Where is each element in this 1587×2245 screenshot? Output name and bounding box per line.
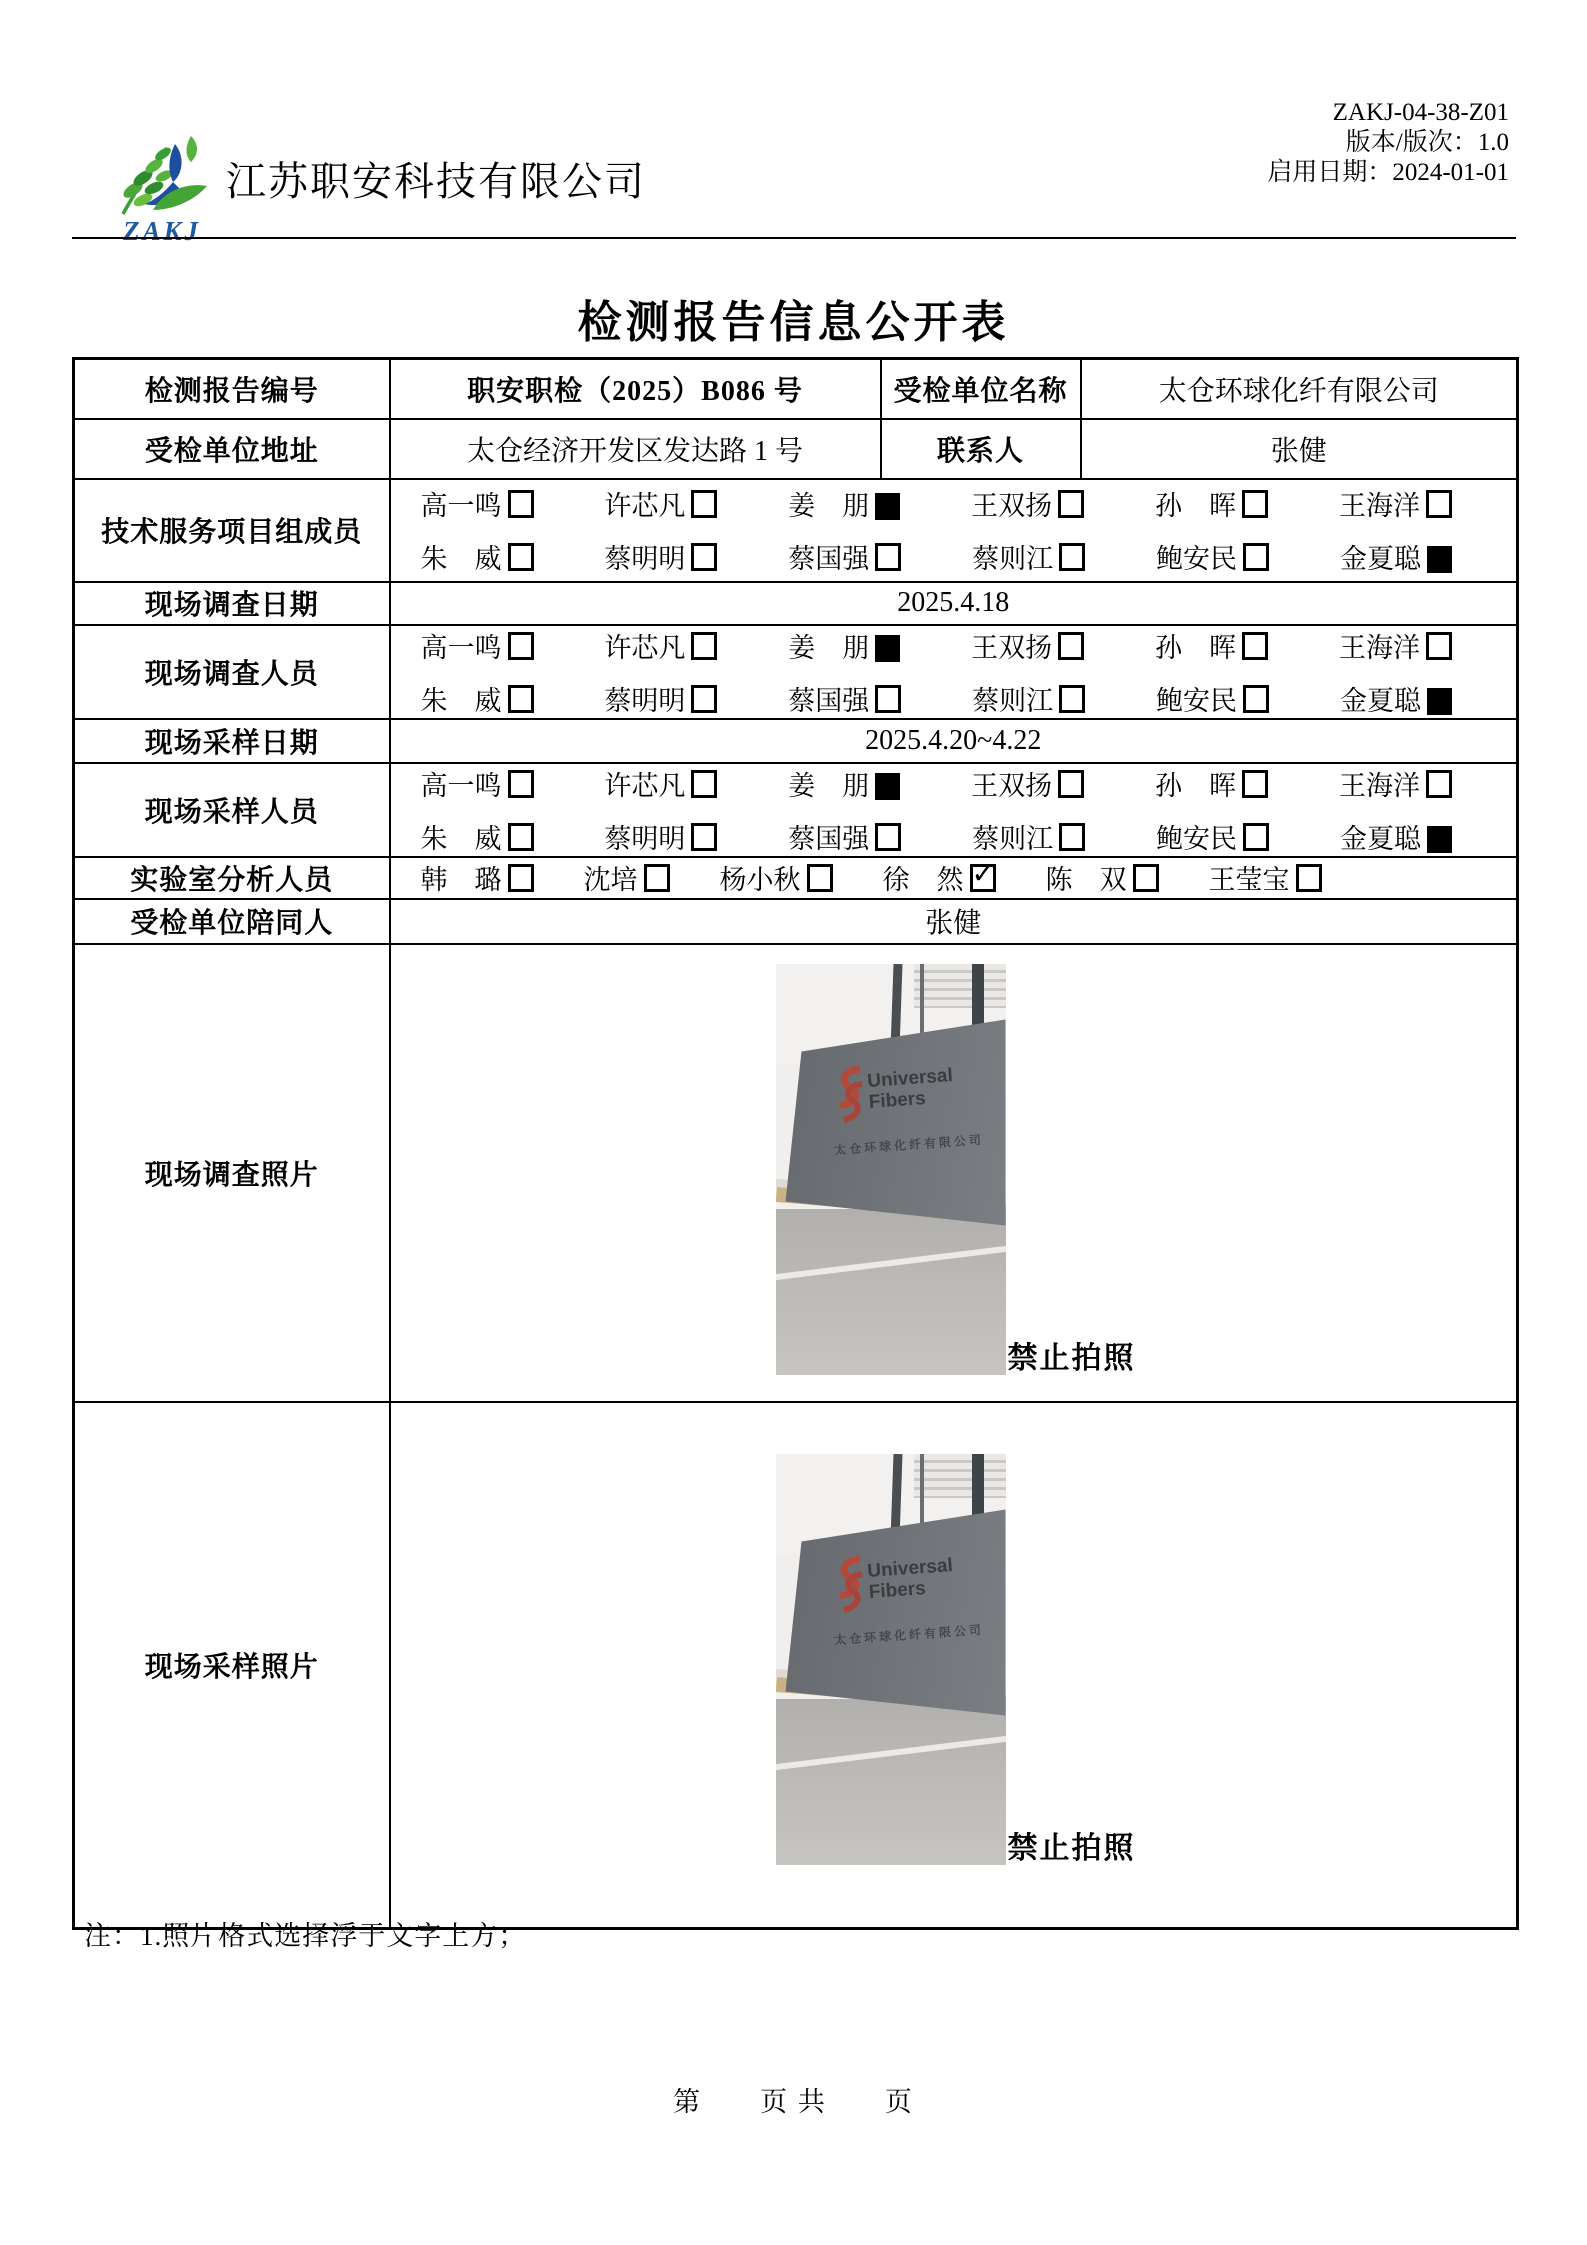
no-photo-caption: 禁止拍照	[1007, 1342, 1136, 1375]
staff-member: 蔡则江	[972, 679, 1085, 718]
staff-member: 孙 晖	[1155, 764, 1268, 803]
checkbox-icon	[508, 543, 534, 571]
survey-photo-label: 现场调查照片	[74, 944, 390, 1402]
checkbox-icon	[1296, 864, 1322, 892]
accompany-label: 受检单位陪同人	[74, 899, 390, 944]
staff-member: 金夏聪	[1340, 537, 1452, 576]
table-row	[74, 625, 1518, 719]
staff-member: 朱 威	[421, 537, 534, 576]
survey-date-value: 2025.4.18	[390, 582, 1518, 625]
table-row	[74, 359, 1518, 419]
checkbox-icon	[1426, 632, 1452, 660]
checkbox-icon	[875, 493, 900, 520]
staff-member: 王海洋	[1339, 484, 1452, 523]
staff-member: 鲍安民	[1156, 817, 1269, 856]
checkbox-icon	[1058, 770, 1084, 798]
report-no-value: 职安职检（2025）B086 号	[390, 359, 881, 419]
survey-date-label: 现场调查日期	[74, 582, 390, 625]
checkbox-icon	[1242, 490, 1268, 518]
tech-members-label: 技术服务项目组成员	[74, 479, 390, 582]
unit-address-label: 受检单位地址	[74, 419, 390, 479]
sampling-staff-roster	[390, 763, 1518, 857]
survey-staff-roster	[390, 625, 1518, 719]
doc-start-date: 启用日期：2024-01-01	[1267, 159, 1509, 186]
roster-line	[391, 626, 1517, 665]
accompany-value: 张健	[390, 899, 1518, 944]
universal-fibers-logo-icon	[832, 1066, 864, 1124]
site-photo	[776, 1454, 1006, 1865]
unit-address-value: 太仓经济开发区发达路 1 号	[390, 419, 881, 479]
checkbox-icon	[1059, 543, 1085, 571]
checkbox-icon	[644, 864, 670, 892]
lab-analyst: 韩 璐	[421, 858, 534, 897]
staff-member: 高一鸣	[421, 626, 534, 665]
checkbox-icon	[1242, 632, 1268, 660]
staff-member: 许芯凡	[604, 626, 717, 665]
checkbox-icon	[1058, 490, 1084, 518]
table-row	[74, 944, 1518, 1402]
checkbox-icon	[875, 823, 901, 851]
staff-member: 许芯凡	[604, 484, 717, 523]
survey-photo-cell	[390, 944, 1518, 1402]
staff-member: 蔡国强	[788, 679, 901, 718]
photo-brand-text: Universal Fibers	[866, 1064, 953, 1113]
report-info-table	[72, 357, 1519, 1930]
staff-member: 蔡明明	[604, 537, 717, 576]
checkbox-icon	[508, 864, 534, 892]
site-photo	[776, 964, 1006, 1375]
photo-road	[776, 1699, 1006, 1865]
roster-line	[391, 817, 1517, 856]
checkbox-icon	[1242, 770, 1268, 798]
checkbox-icon	[1058, 632, 1084, 660]
roster-line	[391, 858, 1517, 897]
roster-line	[391, 484, 1517, 523]
checkbox-icon	[1243, 543, 1269, 571]
roster-line	[391, 764, 1517, 803]
survey-staff-label: 现场调查人员	[74, 625, 390, 719]
checkbox-icon	[875, 773, 900, 800]
checkbox-icon	[1427, 826, 1452, 853]
photo-window-slats	[914, 964, 1006, 1008]
checkbox-icon	[1133, 864, 1159, 892]
photo-window-slats	[914, 1454, 1006, 1498]
checkbox-icon	[1059, 685, 1085, 713]
staff-member: 蔡明明	[604, 817, 717, 856]
leaf-swoosh-logo-icon	[109, 130, 215, 218]
document-control-block	[1267, 98, 1509, 188]
table-row	[74, 419, 1518, 479]
staff-member: 蔡则江	[972, 817, 1085, 856]
page-number-footer: 第 页 共 页	[673, 2087, 914, 2117]
checkbox-icon	[875, 685, 901, 713]
staff-member: 鲍安民	[1156, 537, 1269, 576]
staff-member: 姜 朋	[788, 484, 900, 523]
table-row	[74, 1402, 1518, 1929]
staff-member: 鲍安民	[1156, 679, 1269, 718]
staff-member: 王海洋	[1339, 626, 1452, 665]
checkbox-icon	[1059, 823, 1085, 851]
sampling-photo-label: 现场采样照片	[74, 1402, 390, 1929]
table-row	[74, 857, 1518, 899]
footnote: 注：1.照片格式选择浮于文字上方；	[84, 1921, 527, 1951]
checkbox-icon	[1243, 823, 1269, 851]
staff-member: 蔡国强	[788, 537, 901, 576]
checkbox-icon	[508, 823, 534, 851]
checkbox-icon	[875, 543, 901, 571]
table-row	[74, 763, 1518, 857]
table-row	[74, 582, 1518, 625]
doc-version: 版本/版次：1.0	[1345, 129, 1509, 156]
unit-name-value: 太仓环球化纤有限公司	[1081, 359, 1518, 419]
lab-analyst: 王莹宝	[1209, 858, 1322, 897]
lab-analyst: 杨小秋	[720, 858, 833, 897]
checkbox-icon	[1243, 685, 1269, 713]
photo-road	[776, 1209, 1006, 1375]
checkbox-icon	[691, 543, 717, 571]
sampling-date-label: 现场采样日期	[74, 719, 390, 763]
table-row	[74, 479, 1518, 582]
photo-sign-chinese-text: 太仓环球化纤有限公司	[833, 1622, 984, 1647]
sampling-date-value: 2025.4.20~4.22	[390, 719, 1518, 763]
checkbox-icon	[691, 490, 717, 518]
checkbox-icon	[875, 635, 900, 662]
table-row	[74, 719, 1518, 763]
company-logo	[102, 130, 222, 245]
staff-member: 高一鸣	[421, 764, 534, 803]
staff-member: 高一鸣	[421, 484, 534, 523]
checkbox-icon	[508, 632, 534, 660]
photo-brand-text: Universal Fibers	[866, 1554, 953, 1603]
sampling-photo-cell	[390, 1402, 1518, 1929]
photo-window-frame	[920, 1454, 924, 1530]
checkbox-icon	[1426, 490, 1452, 518]
staff-member: 王海洋	[1339, 764, 1452, 803]
contact-label: 联系人	[881, 419, 1081, 479]
checkbox-icon	[691, 823, 717, 851]
checkbox-icon	[691, 632, 717, 660]
doc-code: ZAKJ-04-38-Z01	[1332, 99, 1509, 126]
staff-member: 姜 朋	[788, 626, 900, 665]
logo-text: ZAKJ	[122, 216, 201, 246]
checkbox-icon	[691, 770, 717, 798]
header-divider	[72, 237, 1516, 239]
lab-analyst: 沈培	[584, 858, 670, 897]
lab-analyst: 徐 然 ✓	[883, 858, 996, 897]
no-photo-caption: 禁止拍照	[1007, 1832, 1136, 1865]
contact-value: 张健	[1081, 419, 1518, 479]
sampling-staff-label: 现场采样人员	[74, 763, 390, 857]
checkbox-icon	[508, 770, 534, 798]
checkbox-icon	[970, 864, 996, 892]
checkbox-icon	[691, 685, 717, 713]
lab-analysts-label: 实验室分析人员	[74, 857, 390, 899]
lab-analyst: 陈 双	[1046, 858, 1159, 897]
tech-members-roster	[390, 479, 1518, 582]
staff-member: 王双扬	[971, 484, 1084, 523]
lab-analysts-roster	[390, 857, 1518, 899]
staff-member: 朱 威	[421, 679, 534, 718]
checkbox-icon	[1427, 688, 1452, 715]
checkbox-icon	[1426, 770, 1452, 798]
report-no-label: 检测报告编号	[74, 359, 390, 419]
staff-member: 金夏聪	[1340, 679, 1452, 718]
staff-member: 朱 威	[421, 817, 534, 856]
page-title: 检测报告信息公开表	[577, 298, 1010, 347]
staff-member: 王双扬	[971, 626, 1084, 665]
photo-sign-chinese-text: 太仓环球化纤有限公司	[833, 1132, 984, 1157]
staff-member: 孙 晖	[1155, 484, 1268, 523]
staff-member: 蔡则江	[972, 537, 1085, 576]
roster-line	[391, 537, 1517, 576]
universal-fibers-logo-icon	[832, 1556, 864, 1614]
staff-member: 姜 朋	[788, 764, 900, 803]
staff-member: 蔡明明	[604, 679, 717, 718]
photo-window-frame	[920, 964, 924, 1040]
table-row	[74, 899, 1518, 944]
company-name: 江苏职安科技有限公司	[226, 159, 646, 204]
checkbox-icon	[807, 864, 833, 892]
checkbox-icon	[1427, 546, 1452, 573]
staff-member: 金夏聪	[1340, 817, 1452, 856]
roster-line	[391, 679, 1517, 718]
staff-member: 蔡国强	[788, 817, 901, 856]
staff-member: 孙 晖	[1155, 626, 1268, 665]
unit-name-label: 受检单位名称	[881, 359, 1081, 419]
checkbox-icon	[508, 490, 534, 518]
staff-member: 王双扬	[971, 764, 1084, 803]
staff-member: 许芯凡	[604, 764, 717, 803]
checkbox-icon	[508, 685, 534, 713]
